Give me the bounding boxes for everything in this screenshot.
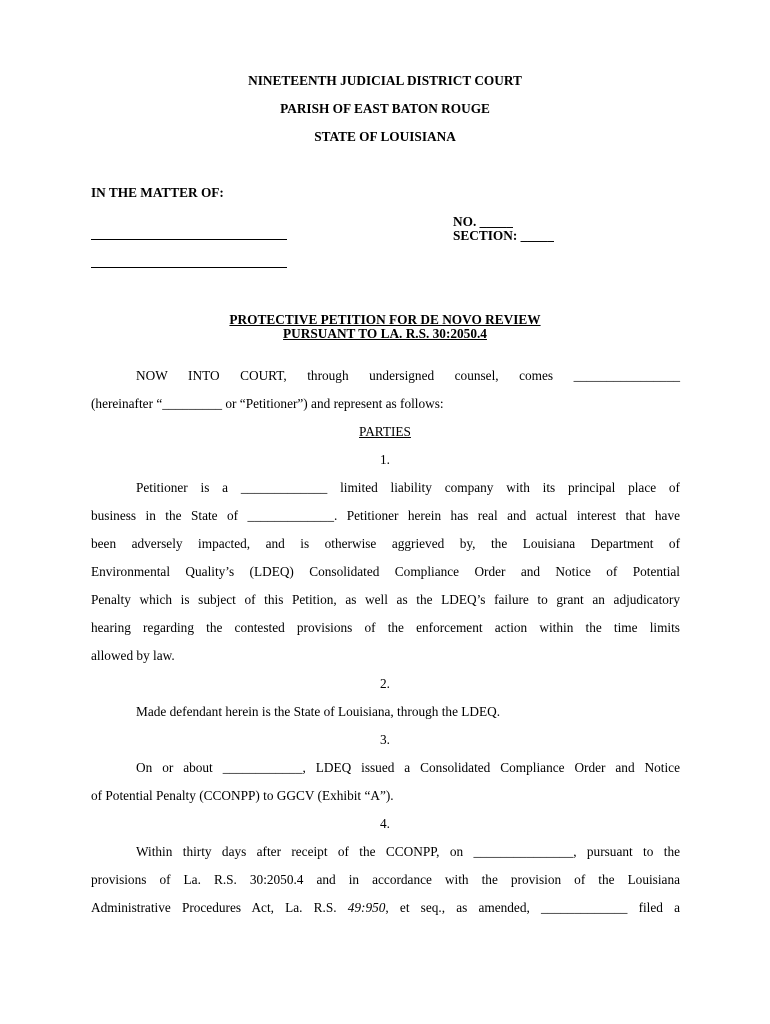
p1-line-1: Petitioner is a _____________ limited liability company with its principal place of — [136, 480, 680, 495]
state-name: STATE OF LOUISIANA — [314, 129, 456, 144]
court-name: NINETEENTH JUDICIAL DISTRICT COURT — [248, 73, 522, 88]
p4-line-3-citation: 49:950 — [347, 900, 386, 915]
p1-line-3: been adversely impacted, and is otherwise aggrieved by, the Louisiana Department of — [91, 536, 680, 551]
p4-line-3-post: , et seq., as amended, _____________ filed a — [385, 900, 681, 915]
p3-line-1: On or about ____________, LDEQ issued a Consolidated Compliance Order and Notice — [136, 760, 680, 775]
p4-line-3-pre: Administrative Procedures Act, La. R.S. — [91, 900, 348, 915]
p1-line-7: allowed by law. — [91, 648, 175, 663]
p1-line-6: hearing regarding the contested provisions of the enforcement action within the time limits — [91, 620, 680, 635]
p3-line-2: of Potential Penalty (CCONPP) to GGCV (Exhibit “A”). — [91, 788, 394, 803]
p4-line-3 — [91, 900, 680, 916]
party-blank-line-1 — [91, 239, 287, 240]
paragraph-number-1: 1. — [380, 452, 390, 467]
party-blank-line-2 — [91, 267, 287, 268]
intro-line-2: (hereinafter “_________ or “Petitioner”) and represent as follows: — [91, 396, 444, 411]
p2-text: Made defendant herein is the State of Louisiana, through the LDEQ. — [136, 704, 501, 719]
p1-line-4: Environmental Quality’s (LDEQ) Consolidated Compliance Order and Notice of Potential — [91, 564, 680, 579]
paragraph-number-4: 4. — [380, 816, 390, 831]
matter-label: IN THE MATTER OF: — [91, 185, 224, 200]
p1-line-5: Penalty which is subject of this Petition, as well as the LDEQ’s failure to grant an adjudicatory — [91, 592, 680, 607]
petition-title-line-1: PROTECTIVE PETITION FOR DE NOVO REVIEW — [229, 312, 541, 327]
parish-name: PARISH OF EAST BATON ROUGE — [280, 101, 490, 116]
p1-line-2: business in the State of _____________. Petitioner herein has real and actual interest that have — [91, 508, 680, 523]
petition-title-line-2: PURSUANT TO LA. R.S. 30:2050.4 — [283, 326, 487, 341]
paragraph-number-2: 2. — [380, 676, 390, 691]
p4-line-2: provisions of La. R.S. 30:2050.4 and in accordance with the provision of the Louisiana — [91, 872, 680, 887]
intro-line-1: NOW INTO COURT, through undersigned counsel, comes ________________ — [136, 368, 680, 383]
p4-line-1: Within thirty days after receipt of the CCONPP, on _______________, pursuant to the — [136, 844, 680, 859]
case-section: SECTION: _____ — [453, 228, 554, 243]
parties-heading: PARTIES — [359, 424, 411, 439]
case-number: NO. _____ — [453, 214, 513, 229]
paragraph-number-3: 3. — [380, 732, 390, 747]
